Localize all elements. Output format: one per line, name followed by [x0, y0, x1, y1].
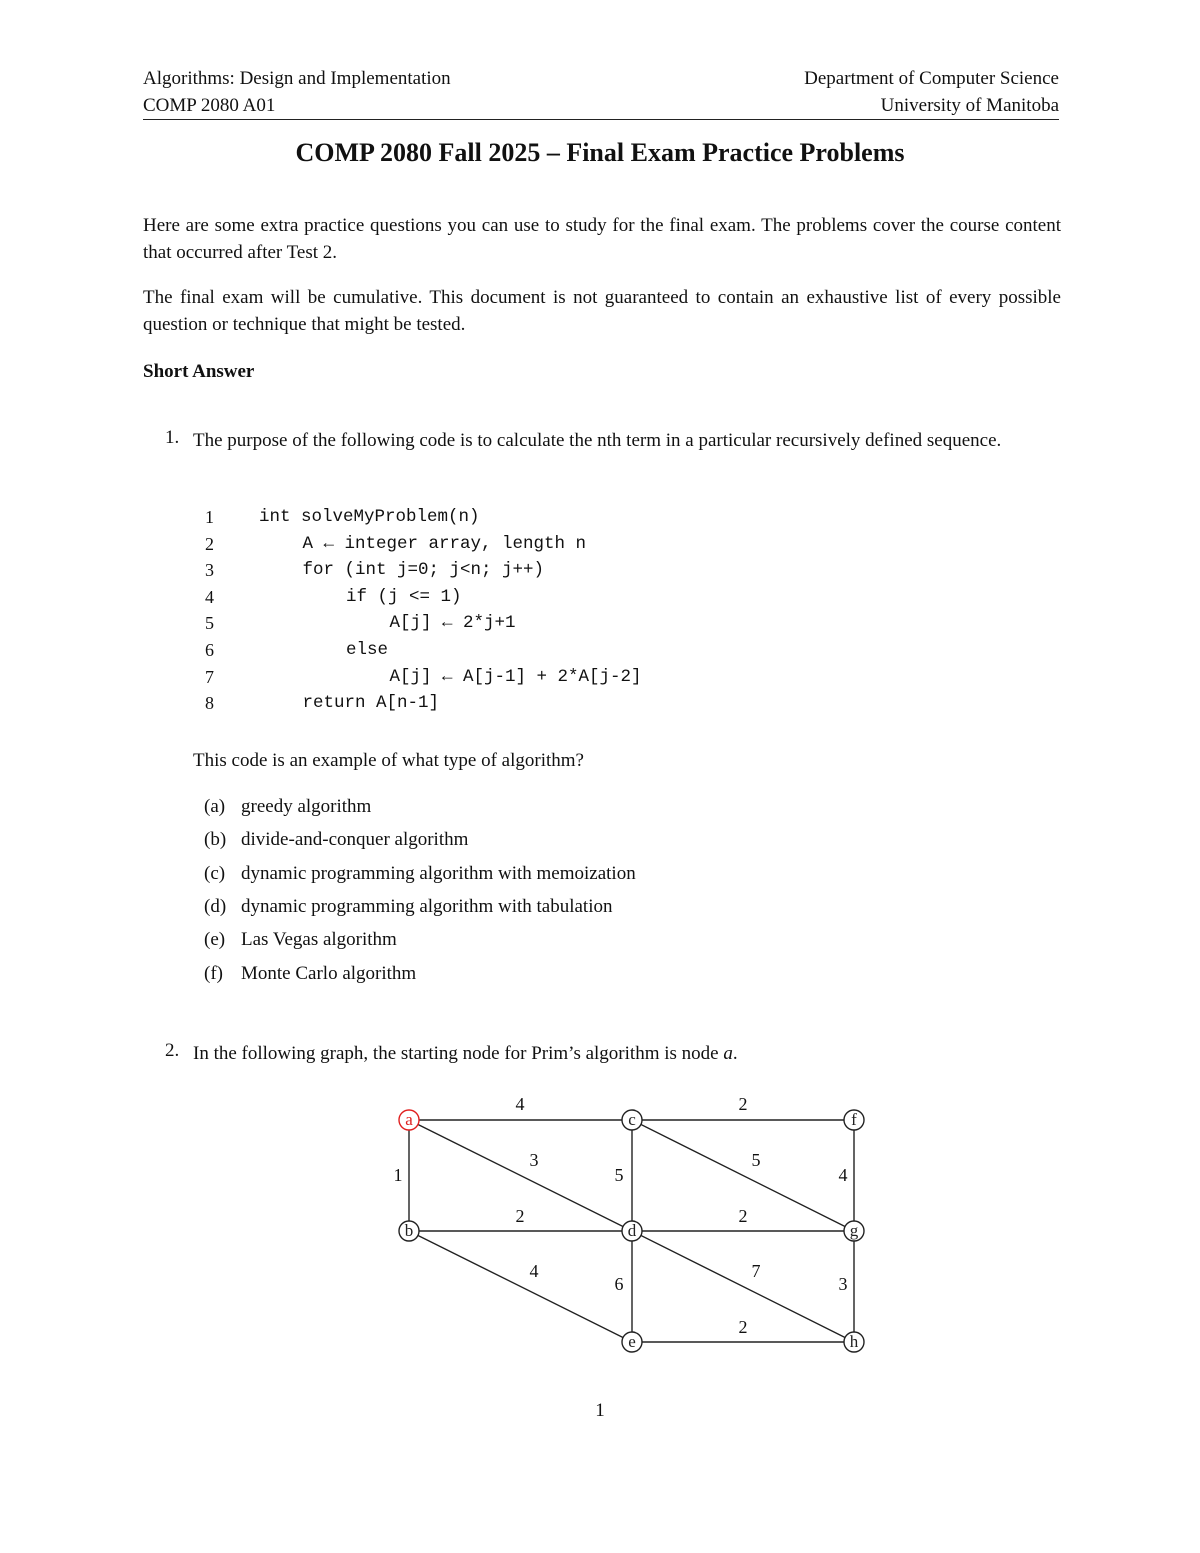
- code-line-number: 2: [205, 533, 214, 554]
- header-course-code: COMP 2080 A01: [143, 95, 276, 116]
- code-line-number: 7: [205, 666, 214, 687]
- answer-option-text: dynamic programming algorithm with memoization: [241, 862, 636, 884]
- answer-option-label: (b): [204, 829, 227, 851]
- question-2-text-after: .: [732, 1043, 738, 1064]
- header-course-name: Algorithms: Design and Implementation: [143, 68, 451, 89]
- code-line-number: 8: [205, 693, 214, 714]
- graph-node-label: b: [404, 1220, 414, 1240]
- graph-node-label: a: [405, 1109, 413, 1129]
- graph-edge-weight: 3: [838, 1274, 848, 1295]
- graph-edge-weight: 4: [515, 1094, 525, 1115]
- answer-option-label: (e): [204, 929, 226, 951]
- header-department: Department of Computer Science: [804, 68, 1059, 89]
- graph-node-label: c: [628, 1109, 636, 1129]
- code-line-text: int solveMyProblem(n): [259, 507, 480, 527]
- graph-edge-weight: 2: [738, 1206, 748, 1227]
- section-title: Short Answer: [143, 361, 255, 382]
- intro-paragraph-1: Here are some extra practice questions you can use to study for the final exam. The problems cover the course content that occurred after Test 2.: [143, 215, 1061, 263]
- question-2-number: 2.: [165, 1040, 180, 1061]
- answer-option-label: (d): [204, 895, 227, 917]
- question-1-text: The purpose of the following code is to calculate the nth term in a particular recursively defined sequence.: [193, 430, 1002, 451]
- code-line-number: 1: [205, 507, 214, 527]
- graph-node-label: d: [627, 1220, 637, 1240]
- graph-node-label: g: [849, 1220, 859, 1240]
- page-number: 1: [595, 1400, 605, 1421]
- graph-edge-weight: 2: [515, 1206, 525, 1227]
- answer-option-text: Las Vegas algorithm: [241, 929, 397, 951]
- code-line-text: else: [346, 640, 389, 660]
- question-2-text-before: In the following graph, the starting node for Prim’s algorithm is node: [193, 1043, 724, 1064]
- graph-edge-weight: 1: [393, 1165, 403, 1186]
- page-title: COMP 2080 Fall 2025 – Final Exam Practice Problems: [295, 138, 905, 167]
- graph-edge-weight: 2: [738, 1094, 748, 1115]
- answer-option-text: Monte Carlo algorithm: [241, 962, 417, 984]
- answer-option-label: (c): [204, 862, 226, 884]
- intro-paragraph-2: The final exam will be cumulative. This document is not guaranteed to contain an exhaustive list of every possible question or technique that might be tested.: [143, 287, 1061, 335]
- answer-option-text: greedy algorithm: [241, 796, 372, 817]
- code-line-text: A[j] ← 2*j+1: [389, 613, 516, 634]
- code-line-number: 5: [205, 613, 214, 634]
- graph-edge-weight: 4: [529, 1261, 539, 1282]
- graph-edge-weight: 3: [529, 1150, 539, 1171]
- header-university: University of Manitoba: [880, 95, 1059, 116]
- graph-node-label: e: [628, 1331, 636, 1351]
- graph-edge-weight: 2: [738, 1317, 748, 1338]
- graph-edge-weight: 5: [751, 1150, 761, 1171]
- graph-edge-weight: 6: [614, 1274, 624, 1295]
- question-1-prompt: This code is an example of what type of algorithm?: [193, 750, 584, 771]
- answer-option-text: divide-and-conquer algorithm: [241, 829, 469, 851]
- answer-option-label: (f): [204, 962, 223, 984]
- code-line-text: A ← integer array, length n: [302, 533, 587, 554]
- graph-edge-weight: 7: [751, 1261, 761, 1282]
- answer-option-text: dynamic programming algorithm with tabulation: [241, 895, 613, 917]
- code-line-text: for (int j=0; j<n; j++): [302, 560, 545, 581]
- code-line-number: 6: [205, 640, 214, 660]
- graph-edge-weight: 5: [614, 1165, 624, 1186]
- code-line-text: if (j <= 1): [346, 586, 462, 607]
- question-1-number: 1.: [165, 427, 180, 448]
- graph-edge-b-e: [409, 1231, 632, 1342]
- code-line-number: 4: [205, 586, 214, 607]
- code-line-number: 3: [205, 560, 214, 581]
- graph-node-label: f: [851, 1109, 857, 1129]
- answer-option-label: (a): [204, 796, 226, 817]
- question-2-start-node: a: [723, 1043, 733, 1064]
- graph-edge-weight: 4: [838, 1165, 848, 1186]
- code-line-text: A[j] ← A[j-1] + 2*A[j-2]: [389, 666, 642, 687]
- code-line-text: return A[n-1]: [302, 693, 440, 714]
- graph-node-label: h: [849, 1331, 859, 1351]
